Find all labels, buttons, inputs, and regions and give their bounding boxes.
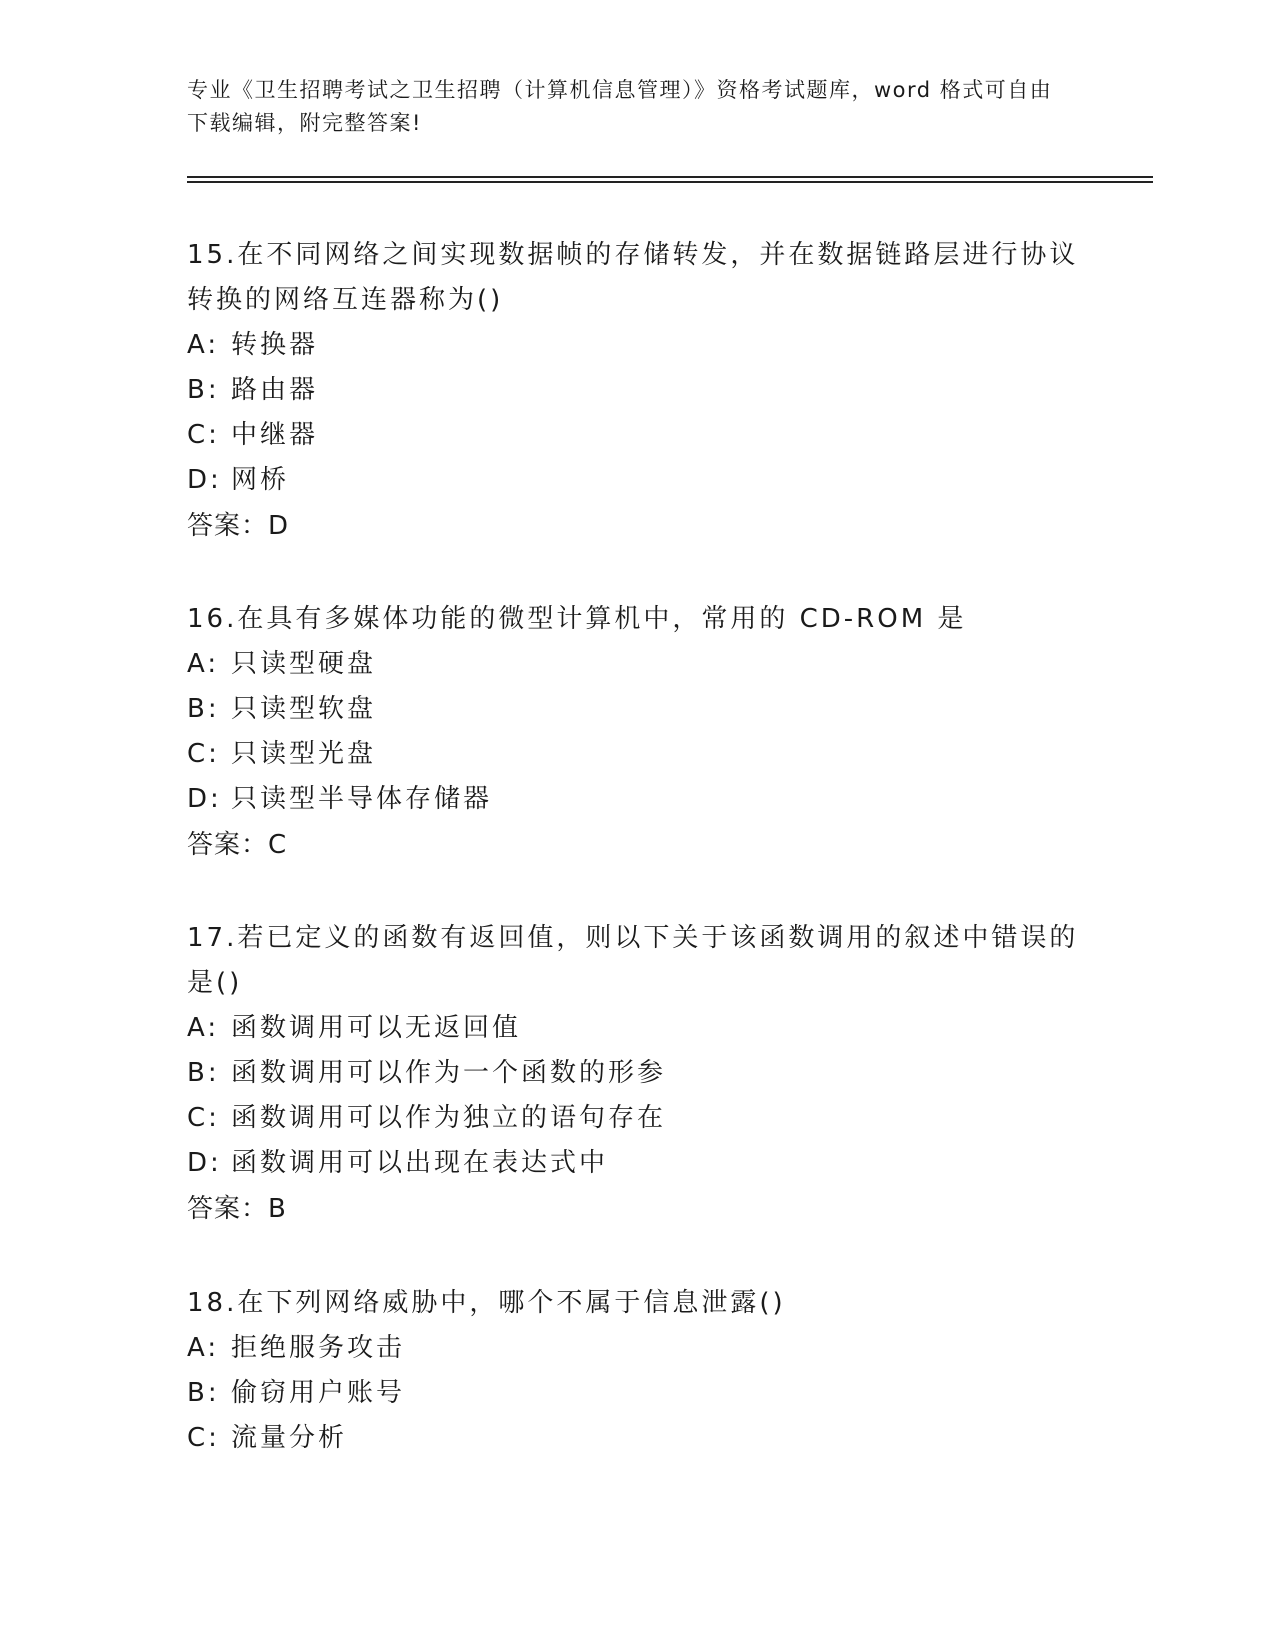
option-text: 只读型光盘 [231,739,377,769]
option-d [187,777,1087,822]
option-text: 只读型硬盘 [231,649,377,679]
option-c [187,1416,1087,1461]
option-label: B: [187,694,220,724]
option-d [187,1141,1087,1186]
option-text: 偷窃用户账号 [231,1378,406,1408]
option-c [187,732,1087,777]
option-b [187,1371,1087,1416]
option-a [187,642,1087,687]
option-label: D: [187,1148,222,1178]
option-text: 只读型软盘 [231,694,377,724]
option-label: C: [187,1103,220,1133]
document-header: 专业《卫生招聘考试之卫生招聘（计算机信息管理）》资格考试题库，word 格式可自由下载编辑，附完整答案! [187,78,1053,135]
question-stem: 16.在具有多媒体功能的微型计算机中，常用的 CD-ROM 是 [187,604,967,634]
option-text: 转换器 [231,330,319,360]
question-16 [187,597,1087,868]
option-label: A: [187,649,220,679]
answer-line: 答案：D [187,511,290,541]
option-label: B: [187,375,220,405]
option-label: C: [187,739,220,769]
option-label: A: [187,330,220,360]
option-label: D: [187,465,222,495]
option-c [187,413,1087,458]
answer-line: 答案：B [187,1194,287,1224]
option-label: A: [187,1013,220,1043]
option-label: A: [187,1333,220,1363]
option-d [187,458,1087,503]
option-text: 函数调用可以作为一个函数的形参 [231,1058,667,1088]
option-a [187,1006,1087,1051]
option-c [187,1096,1087,1141]
option-text: 流量分析 [231,1423,348,1453]
option-label: B: [187,1378,220,1408]
question-18 [187,1281,1087,1461]
question-15 [187,233,1087,549]
option-text: 只读型半导体存储器 [231,784,493,814]
option-text: 拒绝服务攻击 [231,1333,406,1363]
option-label: D: [187,784,222,814]
option-text: 函数调用可以无返回值 [231,1013,522,1043]
answer-line: 答案：C [187,830,288,860]
option-label: C: [187,420,220,450]
option-a [187,323,1087,368]
option-b [187,1051,1087,1096]
option-b [187,687,1087,732]
option-text: 网桥 [231,465,290,495]
question-stem: 17.若已定义的函数有返回值，则以下关于该函数调用的叙述中错误的是() [187,923,1079,998]
option-a [187,1326,1087,1371]
option-text: 函数调用可以出现在表达式中 [231,1148,609,1178]
option-b [187,368,1087,413]
option-text: 函数调用可以作为独立的语句存在 [231,1103,667,1133]
question-17 [187,916,1087,1232]
question-stem: 18.在下列网络威胁中，哪个不属于信息泄露() [187,1288,786,1318]
question-stem: 15.在不同网络之间实现数据帧的存储转发，并在数据链路层进行协议转换的网络互连器称为() [187,240,1079,315]
option-text: 路由器 [231,375,319,405]
option-label: C: [187,1423,220,1453]
header-divider-bottom [187,181,1153,183]
header-divider-top [187,176,1153,178]
option-label: B: [187,1058,220,1088]
option-text: 中继器 [231,420,319,450]
